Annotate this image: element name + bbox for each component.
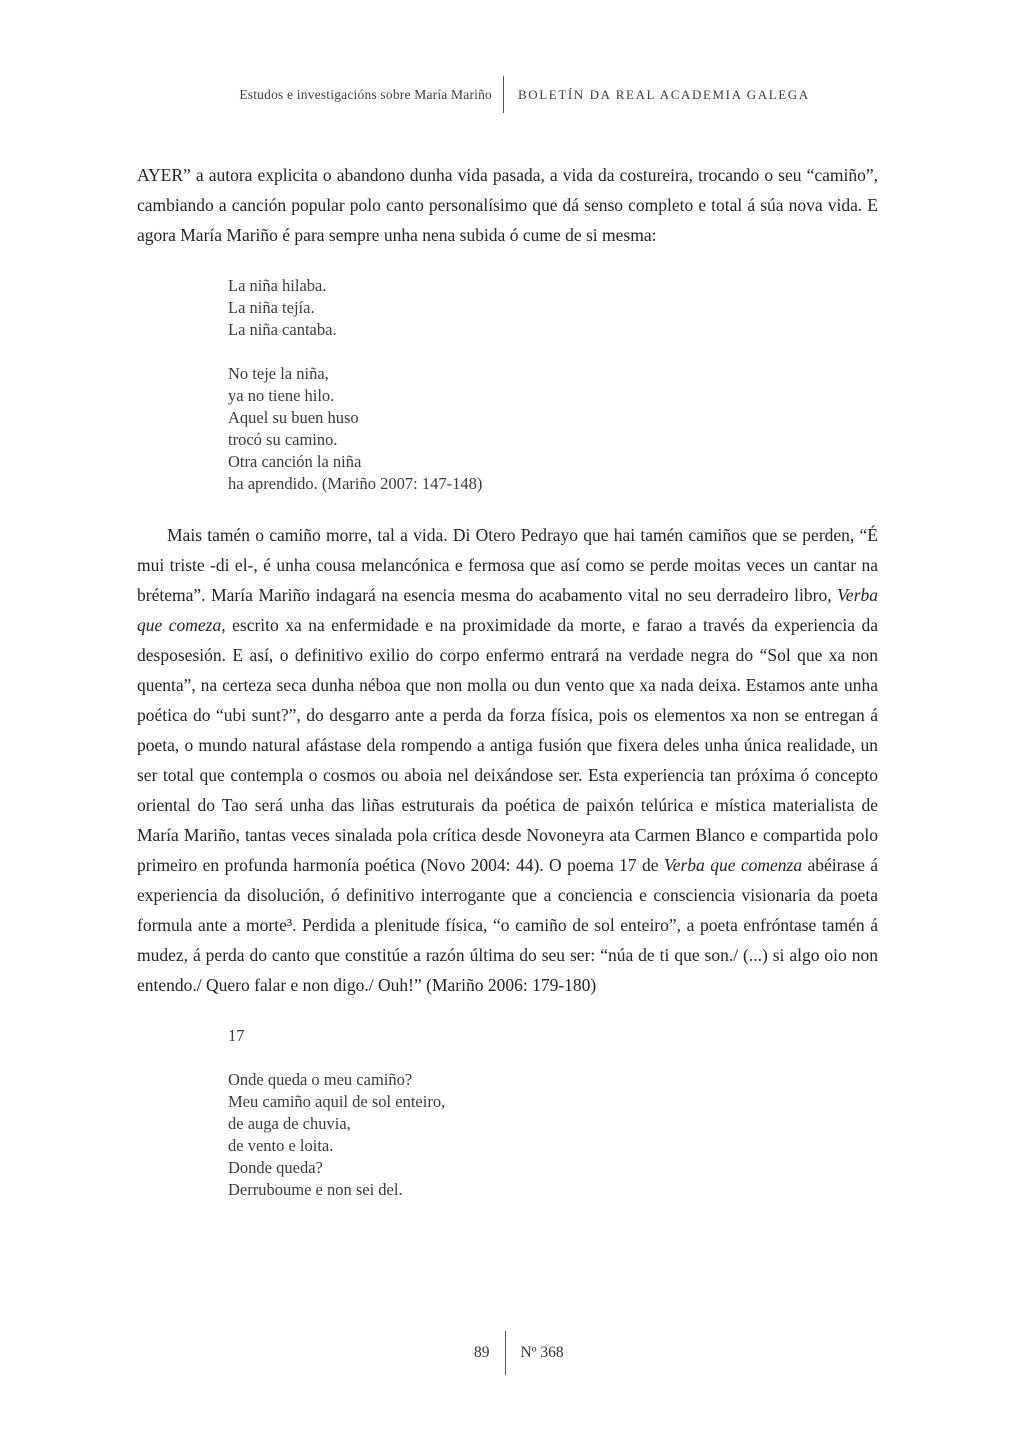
- poem-line: trocó su camino.: [228, 430, 338, 449]
- running-header-section-title: Estudos e investigacións sobre María Mariño: [239, 86, 492, 102]
- poem-line: ha aprendido. (Mariño 2007: 147-148): [228, 474, 483, 493]
- paragraph-2-seg-2: , escrito xa na enfermidade e na proximidade da morte, e farao a través da experiencia da desposesión. E así, o definitivo exilio do corpo enfermo entrará na verdade negra do “Sol que xa non quenta”, na certeza seca dunha néboa que non molla ou dun vento que xa nada deixa. Estamos ante unha poética do “ubi sunt?”, do desgarro ante a perda da forza física, pois os elementos xa non se entregan á poeta, o mundo natural afástase dela rompendo a antiga fusión que fixera deles unha única realidade, un ser total que contempla o cosmos ou aboia nel deixándose ser. Esta experiencia tan próxima ó concepto oriental do Tao será unha das liñas estruturais da poética de paixón telúrica e mística materialista de María Mariño, tantas veces sinalada pola crítica desde Novoneyra ata Carmen Blanco e compartida polo primeiro en profunda harmonía poética (Novo 2004: 44). O poema 17 de: [137, 615, 878, 875]
- poem-line: [228, 1047, 878, 1069]
- paragraph-2-seg-1: Mais tamén o camiño morre, tal a vida. Di Otero Pedrayo que hai tamén camiños que se perden, “É mui triste -di el-, é unha cousa melancónica e fermosa que así como se perde moitas veces un cantar na brétema”. María Mariño indagará na esencia mesma do acabamento vital no seu derradeiro libro,: [137, 525, 878, 605]
- footer-issue-number: Nº 368: [520, 1344, 564, 1361]
- poem-line: de auga de chuvia,: [228, 1114, 351, 1133]
- poem-line: La niña hilaba.: [228, 276, 327, 295]
- paragraph-1-text: AYER” a autora explicita o abandono dunha vida pasada, a vida da costureira, trocando o seu “camiño”, cambiando a canción popular polo canto personalísimo que dá senso completo e total á súa nova vida. E agora María Mariño é para sempre unha nena subida ó cume de si mesma:: [137, 165, 878, 245]
- page-footer: [0, 1331, 1010, 1375]
- book-title-verba-que-comenza: Verba que comenza: [663, 855, 803, 875]
- paragraph-2: [137, 520, 878, 1000]
- poem-line: No teje la niña,: [228, 364, 329, 383]
- book-title-verba-que-comeza: Verba que comeza: [137, 585, 878, 635]
- poem-line: Derruboume e non sei del.: [228, 1180, 403, 1199]
- poem-quote-1: [228, 275, 878, 495]
- poem-line: 17: [228, 1026, 245, 1045]
- running-header-journal-title: BOLETÍN DA REAL ACADEMIA GALEGA: [518, 86, 810, 102]
- paragraph-2-seg-3: abéirase á experiencia da disolución, ó definitivo interrogante que a conciencia e consciencia visionaria da poeta formula ante a morte³. Perdida a plenitude física, “o camiño de sol enteiro”, a poeta enfróntase tamén á mudez, á perda do canto que constitúe a razón última do seu ser: “núa de ti que son./ (...) si algo oio non entendo./ Quero falar e non digo./ Ouh!” (Mariño 2006: 179-180): [137, 855, 878, 995]
- paragraph-1: [137, 160, 878, 250]
- poem-line: [228, 341, 878, 363]
- poem-line: Meu camiño aquil de sol enteiro,: [228, 1092, 446, 1111]
- poem-line: de vento e loita.: [228, 1136, 334, 1155]
- poem-line: Otra canción la niña: [228, 452, 362, 471]
- poem-quote-2: [228, 1025, 878, 1201]
- poem-line: ya no tiene hilo.: [228, 386, 335, 405]
- poem-line: Donde queda?: [228, 1158, 323, 1177]
- poem-line: La niña tejía.: [228, 298, 315, 317]
- poem-line: Onde queda o meu camiño?: [228, 1070, 413, 1089]
- footer-page-number: 89: [474, 1344, 490, 1361]
- poem-line: Aquel su buen huso: [228, 408, 359, 427]
- article-body: [137, 160, 878, 1226]
- running-header: [0, 76, 1010, 113]
- poem-line: La niña cantaba.: [228, 320, 337, 339]
